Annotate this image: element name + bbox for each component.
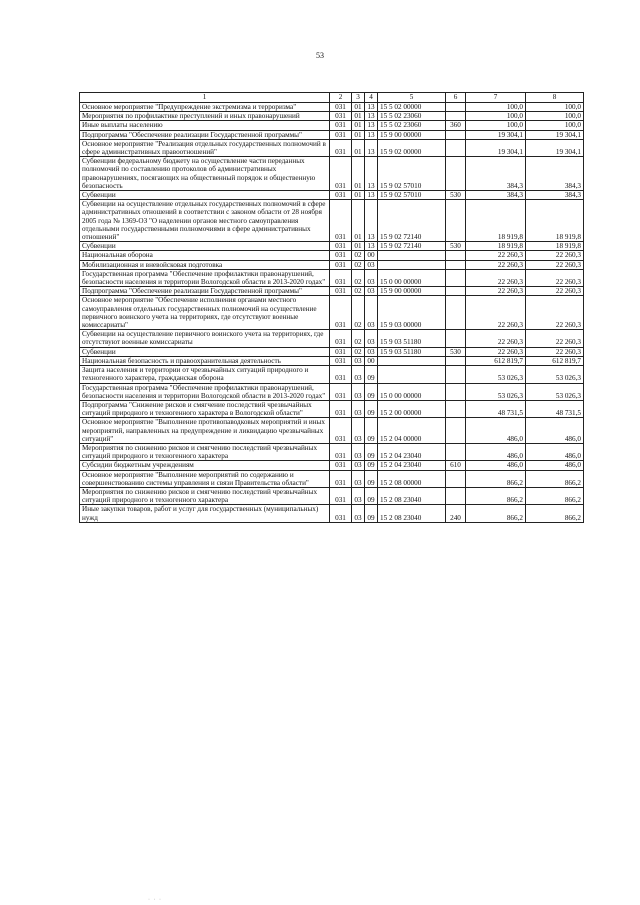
header-cell: 2	[330, 93, 352, 103]
row-value-cell: 22 260,3	[466, 296, 526, 330]
row-value-cell: 03	[352, 356, 365, 365]
row-value-cell: 22 260,3	[466, 330, 526, 347]
row-value-cell: 530	[446, 347, 466, 356]
row-name-cell: Подпрограмма "Обеспечение реализации Государственной программы"	[80, 287, 330, 296]
row-value-cell: 384,3	[466, 191, 526, 200]
row-value-cell	[446, 112, 466, 121]
row-value-cell: 00	[365, 251, 378, 260]
row-value-cell: 15 9 02 57010	[378, 191, 446, 200]
table-row	[80, 356, 584, 365]
row-value-cell	[446, 269, 466, 286]
row-value-cell	[446, 400, 466, 417]
row-value-cell: 866,2	[526, 470, 584, 487]
row-value-cell: 031	[330, 260, 352, 269]
row-value-cell: 031	[330, 269, 352, 286]
row-value-cell: 03	[352, 470, 365, 487]
row-name-cell: Мероприятия по профилактике преступлений и иных правонарушений	[80, 112, 330, 121]
row-value-cell	[446, 139, 466, 156]
row-name-cell: Основное мероприятие "Выполнение противопаводковых мероприятий и иных мероприятий, направленных на предупреждение и ликвидацию чрезвычайных ситуаций"	[80, 418, 330, 444]
row-value-cell: 03	[352, 418, 365, 444]
row-value-cell: 03	[352, 443, 365, 460]
row-value-cell: 031	[330, 287, 352, 296]
row-value-cell: 031	[330, 242, 352, 251]
row-value-cell: 09	[365, 418, 378, 444]
row-value-cell: 22 260,3	[526, 260, 584, 269]
row-value-cell: 031	[330, 470, 352, 487]
row-name-cell: Мероприятия по снижению рисков и смягчению последствий чрезвычайных ситуаций природного и техногенного характера	[80, 443, 330, 460]
row-value-cell: 13	[365, 121, 378, 130]
row-value-cell: 031	[330, 347, 352, 356]
header-cell: 6	[446, 93, 466, 103]
table-row	[80, 200, 584, 242]
row-value-cell: 22 260,3	[526, 287, 584, 296]
row-value-cell: 15 9 03 51180	[378, 330, 446, 347]
header-cell: 1	[80, 93, 330, 103]
header-cell: 3	[352, 93, 365, 103]
row-value-cell: 01	[352, 139, 365, 156]
row-value-cell: 384,3	[526, 157, 584, 191]
row-value-cell: 22 260,3	[526, 269, 584, 286]
row-name-cell: Субвенции	[80, 242, 330, 251]
row-value-cell: 53 026,3	[466, 366, 526, 383]
row-value-cell: 240	[446, 505, 466, 522]
table-row	[80, 242, 584, 251]
table-row	[80, 461, 584, 470]
table-body	[80, 103, 584, 523]
row-value-cell: 100,0	[526, 121, 584, 130]
row-name-cell: Государственная программа "Обеспечение профилактики правонарушений, безопасности населения и территории Вологодской области в 2013-2020 годах"	[80, 269, 330, 286]
table-row	[80, 296, 584, 330]
row-value-cell: 610	[446, 461, 466, 470]
row-name-cell: Подпрограмма "Обеспечение реализации Государственной программы"	[80, 130, 330, 139]
row-value-cell: 18 919,8	[526, 242, 584, 251]
table-row	[80, 487, 584, 504]
row-value-cell: 866,2	[466, 487, 526, 504]
header-cell: 5	[378, 93, 446, 103]
row-value-cell	[446, 383, 466, 400]
row-name-cell: Государственная программа "Обеспечение профилактики правонарушений, безопасности населения и территории Вологодской области в 2013-2020 годах"	[80, 383, 330, 400]
row-value-cell: 22 260,3	[466, 287, 526, 296]
table-row	[80, 400, 584, 417]
table-row	[80, 287, 584, 296]
row-value-cell: 612 819,7	[466, 356, 526, 365]
table-row	[80, 157, 584, 191]
row-value-cell: 09	[365, 505, 378, 522]
row-value-cell: 15 5 02 00000	[378, 103, 446, 112]
row-value-cell: 031	[330, 487, 352, 504]
row-value-cell: 486,0	[466, 418, 526, 444]
row-value-cell: 02	[352, 260, 365, 269]
page-number: 53	[316, 51, 324, 60]
row-value-cell: 22 260,3	[526, 296, 584, 330]
row-value-cell	[446, 103, 466, 112]
row-name-cell: Субвенции федеральному бюджету на осуществление части переданных полномочий по составлению протоколов об административных правонарушениях, посягающих на общественный порядок и общественную безопасность	[80, 157, 330, 191]
row-value-cell: 15 2 04 23040	[378, 461, 446, 470]
row-value-cell: 48 731,5	[526, 400, 584, 417]
table-row	[80, 251, 584, 260]
row-value-cell: 15 0 00 00000	[378, 269, 446, 286]
row-value-cell: 612 819,7	[526, 356, 584, 365]
row-value-cell: 09	[365, 366, 378, 383]
row-value-cell	[446, 260, 466, 269]
table-row	[80, 366, 584, 383]
row-value-cell	[446, 157, 466, 191]
scan-artifact: · · ·	[148, 897, 162, 903]
row-value-cell: 02	[352, 251, 365, 260]
table-row	[80, 347, 584, 356]
table-row	[80, 121, 584, 130]
row-value-cell	[446, 418, 466, 444]
row-value-cell	[378, 251, 446, 260]
row-value-cell: 09	[365, 470, 378, 487]
row-value-cell: 03	[352, 366, 365, 383]
row-name-cell: Основное мероприятие "Предупреждение экстремизма и терроризма"	[80, 103, 330, 112]
row-value-cell	[446, 366, 466, 383]
row-name-cell: Субвенции на осуществление первичного воинского учета на территориях, где отсутствуют военные комиссариаты	[80, 330, 330, 347]
row-value-cell: 031	[330, 251, 352, 260]
table-row	[80, 330, 584, 347]
row-value-cell: 486,0	[466, 461, 526, 470]
row-value-cell: 031	[330, 400, 352, 417]
row-value-cell: 15 9 02 00000	[378, 139, 446, 156]
table-row	[80, 443, 584, 460]
row-value-cell	[378, 356, 446, 365]
row-value-cell: 00	[365, 356, 378, 365]
header-row	[80, 93, 584, 103]
row-value-cell: 100,0	[526, 103, 584, 112]
row-value-cell: 22 260,3	[466, 251, 526, 260]
table-row	[80, 269, 584, 286]
row-value-cell: 15 2 08 23040	[378, 487, 446, 504]
row-value-cell: 01	[352, 157, 365, 191]
row-value-cell: 15 2 08 00000	[378, 470, 446, 487]
row-value-cell	[446, 287, 466, 296]
row-value-cell: 031	[330, 505, 352, 522]
row-value-cell: 031	[330, 383, 352, 400]
row-value-cell: 03	[352, 487, 365, 504]
table-row	[80, 139, 584, 156]
row-value-cell: 09	[365, 443, 378, 460]
row-value-cell: 031	[330, 200, 352, 242]
row-value-cell: 18 919,8	[526, 200, 584, 242]
row-value-cell: 19 304,1	[526, 130, 584, 139]
row-value-cell: 02	[352, 330, 365, 347]
row-value-cell: 13	[365, 139, 378, 156]
row-value-cell: 22 260,3	[526, 347, 584, 356]
row-value-cell: 13	[365, 157, 378, 191]
row-value-cell: 100,0	[466, 103, 526, 112]
row-value-cell: 100,0	[466, 112, 526, 121]
budget-table	[79, 92, 584, 523]
row-value-cell: 02	[352, 347, 365, 356]
row-value-cell: 22 260,3	[526, 330, 584, 347]
row-value-cell: 384,3	[526, 191, 584, 200]
row-value-cell: 15 2 08 23040	[378, 505, 446, 522]
row-value-cell: 03	[365, 330, 378, 347]
row-name-cell: Национальная оборона	[80, 251, 330, 260]
row-name-cell: Субсидии бюджетным учреждениям	[80, 461, 330, 470]
header-cell: 4	[365, 93, 378, 103]
row-value-cell: 02	[352, 269, 365, 286]
row-value-cell: 100,0	[526, 112, 584, 121]
row-value-cell: 53 026,3	[466, 383, 526, 400]
row-value-cell: 031	[330, 103, 352, 112]
row-value-cell: 031	[330, 356, 352, 365]
row-name-cell: Подпрограмма "Снижение рисков и смягчение последствий чрезвычайных ситуаций природного и техногенного характера в Вологодской области"	[80, 400, 330, 417]
row-value-cell: 13	[365, 130, 378, 139]
row-value-cell: 031	[330, 296, 352, 330]
row-value-cell: 031	[330, 139, 352, 156]
row-value-cell: 01	[352, 121, 365, 130]
header-cell: 8	[526, 93, 584, 103]
row-value-cell	[378, 260, 446, 269]
row-value-cell: 19 304,1	[466, 130, 526, 139]
row-value-cell: 031	[330, 157, 352, 191]
row-value-cell: 15 9 03 00000	[378, 296, 446, 330]
row-value-cell: 09	[365, 461, 378, 470]
row-value-cell: 22 260,3	[466, 260, 526, 269]
row-value-cell: 09	[365, 383, 378, 400]
row-value-cell: 100,0	[466, 121, 526, 130]
row-value-cell: 15 9 02 72140	[378, 242, 446, 251]
row-value-cell: 486,0	[526, 461, 584, 470]
row-value-cell: 031	[330, 330, 352, 347]
row-value-cell: 15 2 04 23040	[378, 443, 446, 460]
row-value-cell: 53 026,3	[526, 366, 584, 383]
row-value-cell: 866,2	[466, 470, 526, 487]
row-name-cell: Иные закупки товаров, работ и услуг для государственных (муниципальных) нужд	[80, 505, 330, 522]
row-name-cell: Основное мероприятие "Выполнение мероприятий по содержанию и совершенствованию системы управления и связи Правительства области"	[80, 470, 330, 487]
row-name-cell: Основное мероприятие "Обеспечение исполнения органами местного самоуправления отдельных государственных полномочий на осуществление первичного воинского учета на территориях, где отсутствуют военные комиссариаты"	[80, 296, 330, 330]
table-row	[80, 470, 584, 487]
row-value-cell	[446, 470, 466, 487]
row-value-cell: 15 9 03 51180	[378, 347, 446, 356]
table-row	[80, 383, 584, 400]
row-value-cell: 03	[352, 461, 365, 470]
row-value-cell: 01	[352, 112, 365, 121]
row-value-cell: 03	[352, 383, 365, 400]
table-row	[80, 130, 584, 139]
row-value-cell	[446, 251, 466, 260]
row-value-cell: 031	[330, 112, 352, 121]
row-value-cell	[446, 330, 466, 347]
row-value-cell: 19 304,1	[466, 139, 526, 156]
row-value-cell: 13	[365, 103, 378, 112]
row-value-cell: 13	[365, 191, 378, 200]
row-value-cell: 031	[330, 418, 352, 444]
row-name-cell: Субвенции	[80, 191, 330, 200]
row-value-cell: 866,2	[466, 505, 526, 522]
row-value-cell: 22 260,3	[526, 251, 584, 260]
row-value-cell: 02	[352, 296, 365, 330]
row-value-cell: 530	[446, 191, 466, 200]
row-value-cell: 03	[365, 260, 378, 269]
row-value-cell	[446, 296, 466, 330]
row-value-cell: 48 731,5	[466, 400, 526, 417]
row-value-cell	[446, 443, 466, 460]
row-value-cell: 031	[330, 461, 352, 470]
row-value-cell: 22 260,3	[466, 269, 526, 286]
row-value-cell: 15 0 00 00000	[378, 383, 446, 400]
row-value-cell: 18 919,8	[466, 200, 526, 242]
row-value-cell: 03	[365, 347, 378, 356]
row-value-cell: 09	[365, 487, 378, 504]
row-value-cell: 15 9 00 00000	[378, 287, 446, 296]
row-value-cell: 13	[365, 200, 378, 242]
row-value-cell: 53 026,3	[526, 383, 584, 400]
row-value-cell: 486,0	[526, 443, 584, 460]
row-value-cell: 01	[352, 130, 365, 139]
row-value-cell: 18 919,8	[466, 242, 526, 251]
row-value-cell: 01	[352, 191, 365, 200]
row-value-cell: 02	[352, 287, 365, 296]
row-value-cell: 15 2 00 00000	[378, 400, 446, 417]
row-value-cell: 031	[330, 366, 352, 383]
row-value-cell: 360	[446, 121, 466, 130]
row-value-cell: 15 2 04 00000	[378, 418, 446, 444]
table-row	[80, 112, 584, 121]
row-value-cell	[446, 130, 466, 139]
row-value-cell: 01	[352, 103, 365, 112]
row-value-cell: 13	[365, 242, 378, 251]
row-name-cell: Субвенции	[80, 347, 330, 356]
row-name-cell: Мобилизационная и вневойсковая подготовка	[80, 260, 330, 269]
row-value-cell: 15 5 02 23060	[378, 112, 446, 121]
row-value-cell: 03	[365, 287, 378, 296]
table-row	[80, 191, 584, 200]
row-value-cell: 03	[365, 269, 378, 286]
row-value-cell: 01	[352, 200, 365, 242]
header-cell: 7	[466, 93, 526, 103]
row-value-cell: 03	[352, 505, 365, 522]
table-row	[80, 103, 584, 112]
row-value-cell: 22 260,3	[466, 347, 526, 356]
row-name-cell: Национальная безопасность и правоохранительная деятельность	[80, 356, 330, 365]
row-value-cell: 03	[352, 400, 365, 417]
row-value-cell	[378, 366, 446, 383]
row-name-cell: Мероприятия по снижению рисков и смягчению последствий чрезвычайных ситуаций природного и техногенного характера	[80, 487, 330, 504]
row-value-cell: 866,2	[526, 505, 584, 522]
row-value-cell: 15 9 00 00000	[378, 130, 446, 139]
row-value-cell	[446, 487, 466, 504]
row-value-cell	[446, 356, 466, 365]
table-row	[80, 260, 584, 269]
row-value-cell: 03	[365, 296, 378, 330]
table-row	[80, 505, 584, 522]
row-name-cell: Основное мероприятие "Реализация отдельных государственных полномочий в сфере административных правоотношений"	[80, 139, 330, 156]
row-value-cell: 530	[446, 242, 466, 251]
row-value-cell: 13	[365, 112, 378, 121]
row-name-cell: Защита населения и территории от чрезвычайных ситуаций природного и техногенного характера, гражданская оборона	[80, 366, 330, 383]
row-value-cell: 15 9 02 72140	[378, 200, 446, 242]
row-value-cell: 031	[330, 191, 352, 200]
table-row	[80, 418, 584, 444]
row-value-cell: 866,2	[526, 487, 584, 504]
row-value-cell: 09	[365, 400, 378, 417]
row-value-cell: 19 304,1	[526, 139, 584, 156]
row-value-cell	[446, 200, 466, 242]
row-name-cell: Иные выплаты населению	[80, 121, 330, 130]
row-value-cell: 01	[352, 242, 365, 251]
row-value-cell: 384,3	[466, 157, 526, 191]
row-value-cell: 031	[330, 443, 352, 460]
row-value-cell: 15 5 02 23060	[378, 121, 446, 130]
row-value-cell: 031	[330, 121, 352, 130]
row-value-cell: 031	[330, 130, 352, 139]
row-value-cell: 486,0	[466, 443, 526, 460]
row-value-cell: 486,0	[526, 418, 584, 444]
row-name-cell: Субвенции на осуществление отдельных государственных полномочий в сфере административных отношений в соответствии с законом области от 28 ноября 2005 года № 1369-ОЗ "О наделении органов местного самоуправления отдельными государственными полномочиями в сфере административных отношений"	[80, 200, 330, 242]
row-value-cell: 15 9 02 57010	[378, 157, 446, 191]
